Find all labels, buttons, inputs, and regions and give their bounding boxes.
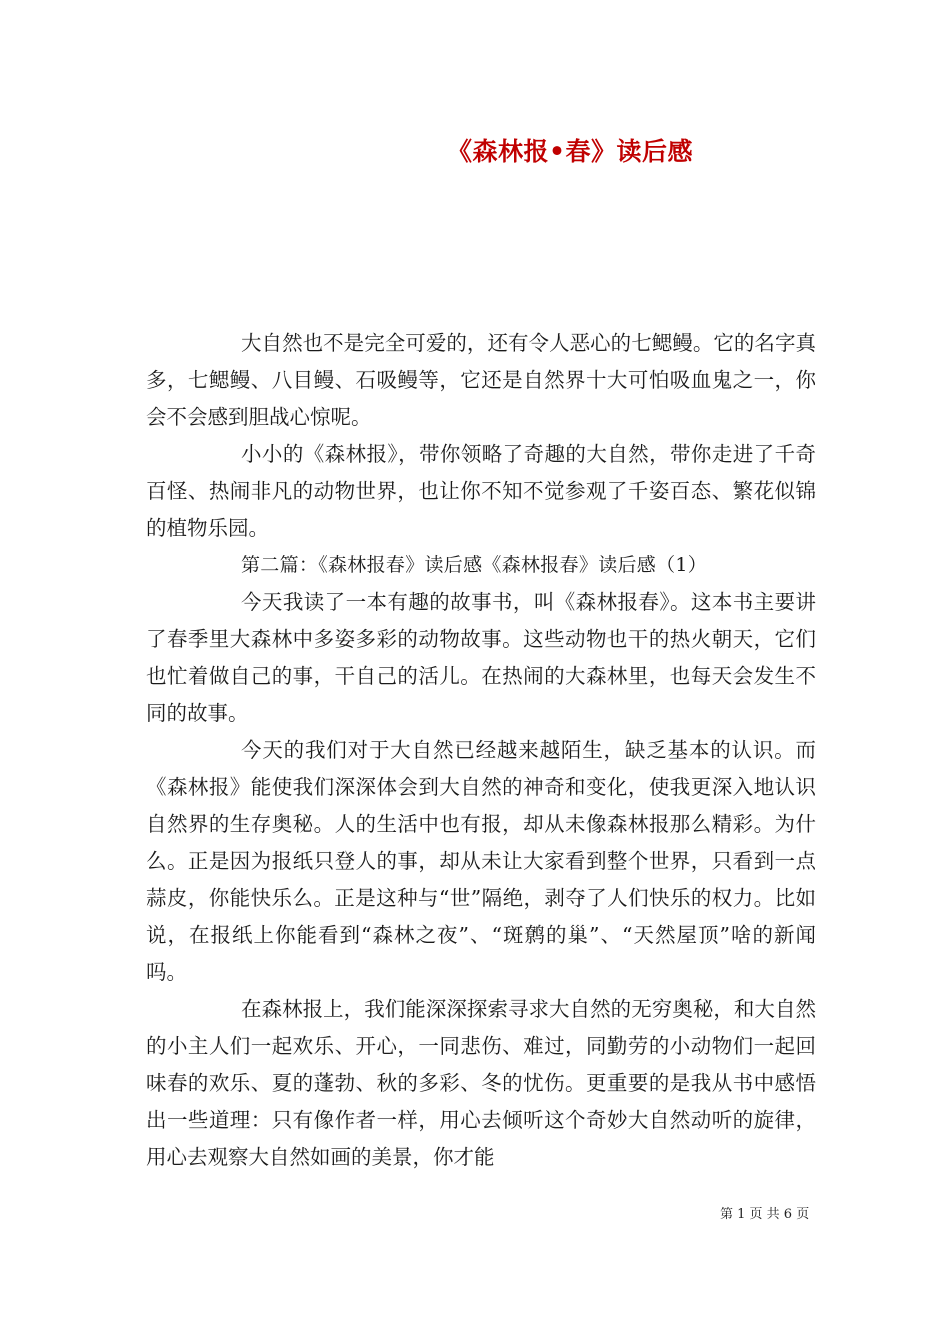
paragraph: 小小的《森林报》，带你领略了奇趣的大自然，带你走进了千奇百怪、热闹非凡的动物世界，也让你不知不觉参观了千姿百态、繁花似锦的植物乐园。 xyxy=(146,442,816,540)
page-number-footer: 第 1 页 共 6 页 xyxy=(720,1207,810,1222)
paragraph: 今天的我们对于大自然已经越来越陌生，缺乏基本的认识。而《森林报》能使我们深深体会到大自然的神奇和变化，使我更深入地认识自然界的生存奥秘。人的生活中也有报，却从未像森林报那么精彩。为什么。正是因为报纸只登人的事，却从未让大家看到整个世界，只看到一点蒜皮，你能快乐么。正是这种与“世”隔绝，剥夺了人们快乐的权力。比如说，在报纸上你能看到“森林之夜”、“斑鹩的巢”、“天然屋顶”啥的新闻吗。 xyxy=(146,738,816,984)
document-body xyxy=(146,325,816,1176)
document-title: 《森林报•春》读后感 xyxy=(447,137,693,166)
section-heading: 第二篇：《森林报春》读后感《森林报春》读后感（1） xyxy=(241,554,708,576)
paragraph: 在森林报上，我们能深深探索寻求大自然的无穷奥秘，和大自然的小主人们一起欢乐、开心，一同悲伤、难过，同勤劳的小动物们一起回味春的欢乐、夏的蓬勃、秋的多彩、冬的忧伤。更重要的是我从书中感悟出一些道理：只有像作者一样，用心去倾听这个奇妙大自然动听的旋律，用心去观察大自然如画的美景，你才能 xyxy=(146,997,816,1169)
paragraph: 今天我读了一本有趣的故事书，叫《森林报春》。这本书主要讲了春季里大森林中多姿多彩的动物故事。这些动物也干的热火朝天，它们也忙着做自己的事，干自己的活儿。在热闹的大森林里，也每天会发生不同的故事。 xyxy=(146,590,816,725)
paragraph: 大自然也不是完全可爱的，还有令人恶心的七鳃鳗。它的名字真多，七鳃鳗、八目鳗、石吸鳗等，它还是自然界十大可怕吸血鬼之一，你会不会感到胆战心惊呢。 xyxy=(146,331,816,429)
